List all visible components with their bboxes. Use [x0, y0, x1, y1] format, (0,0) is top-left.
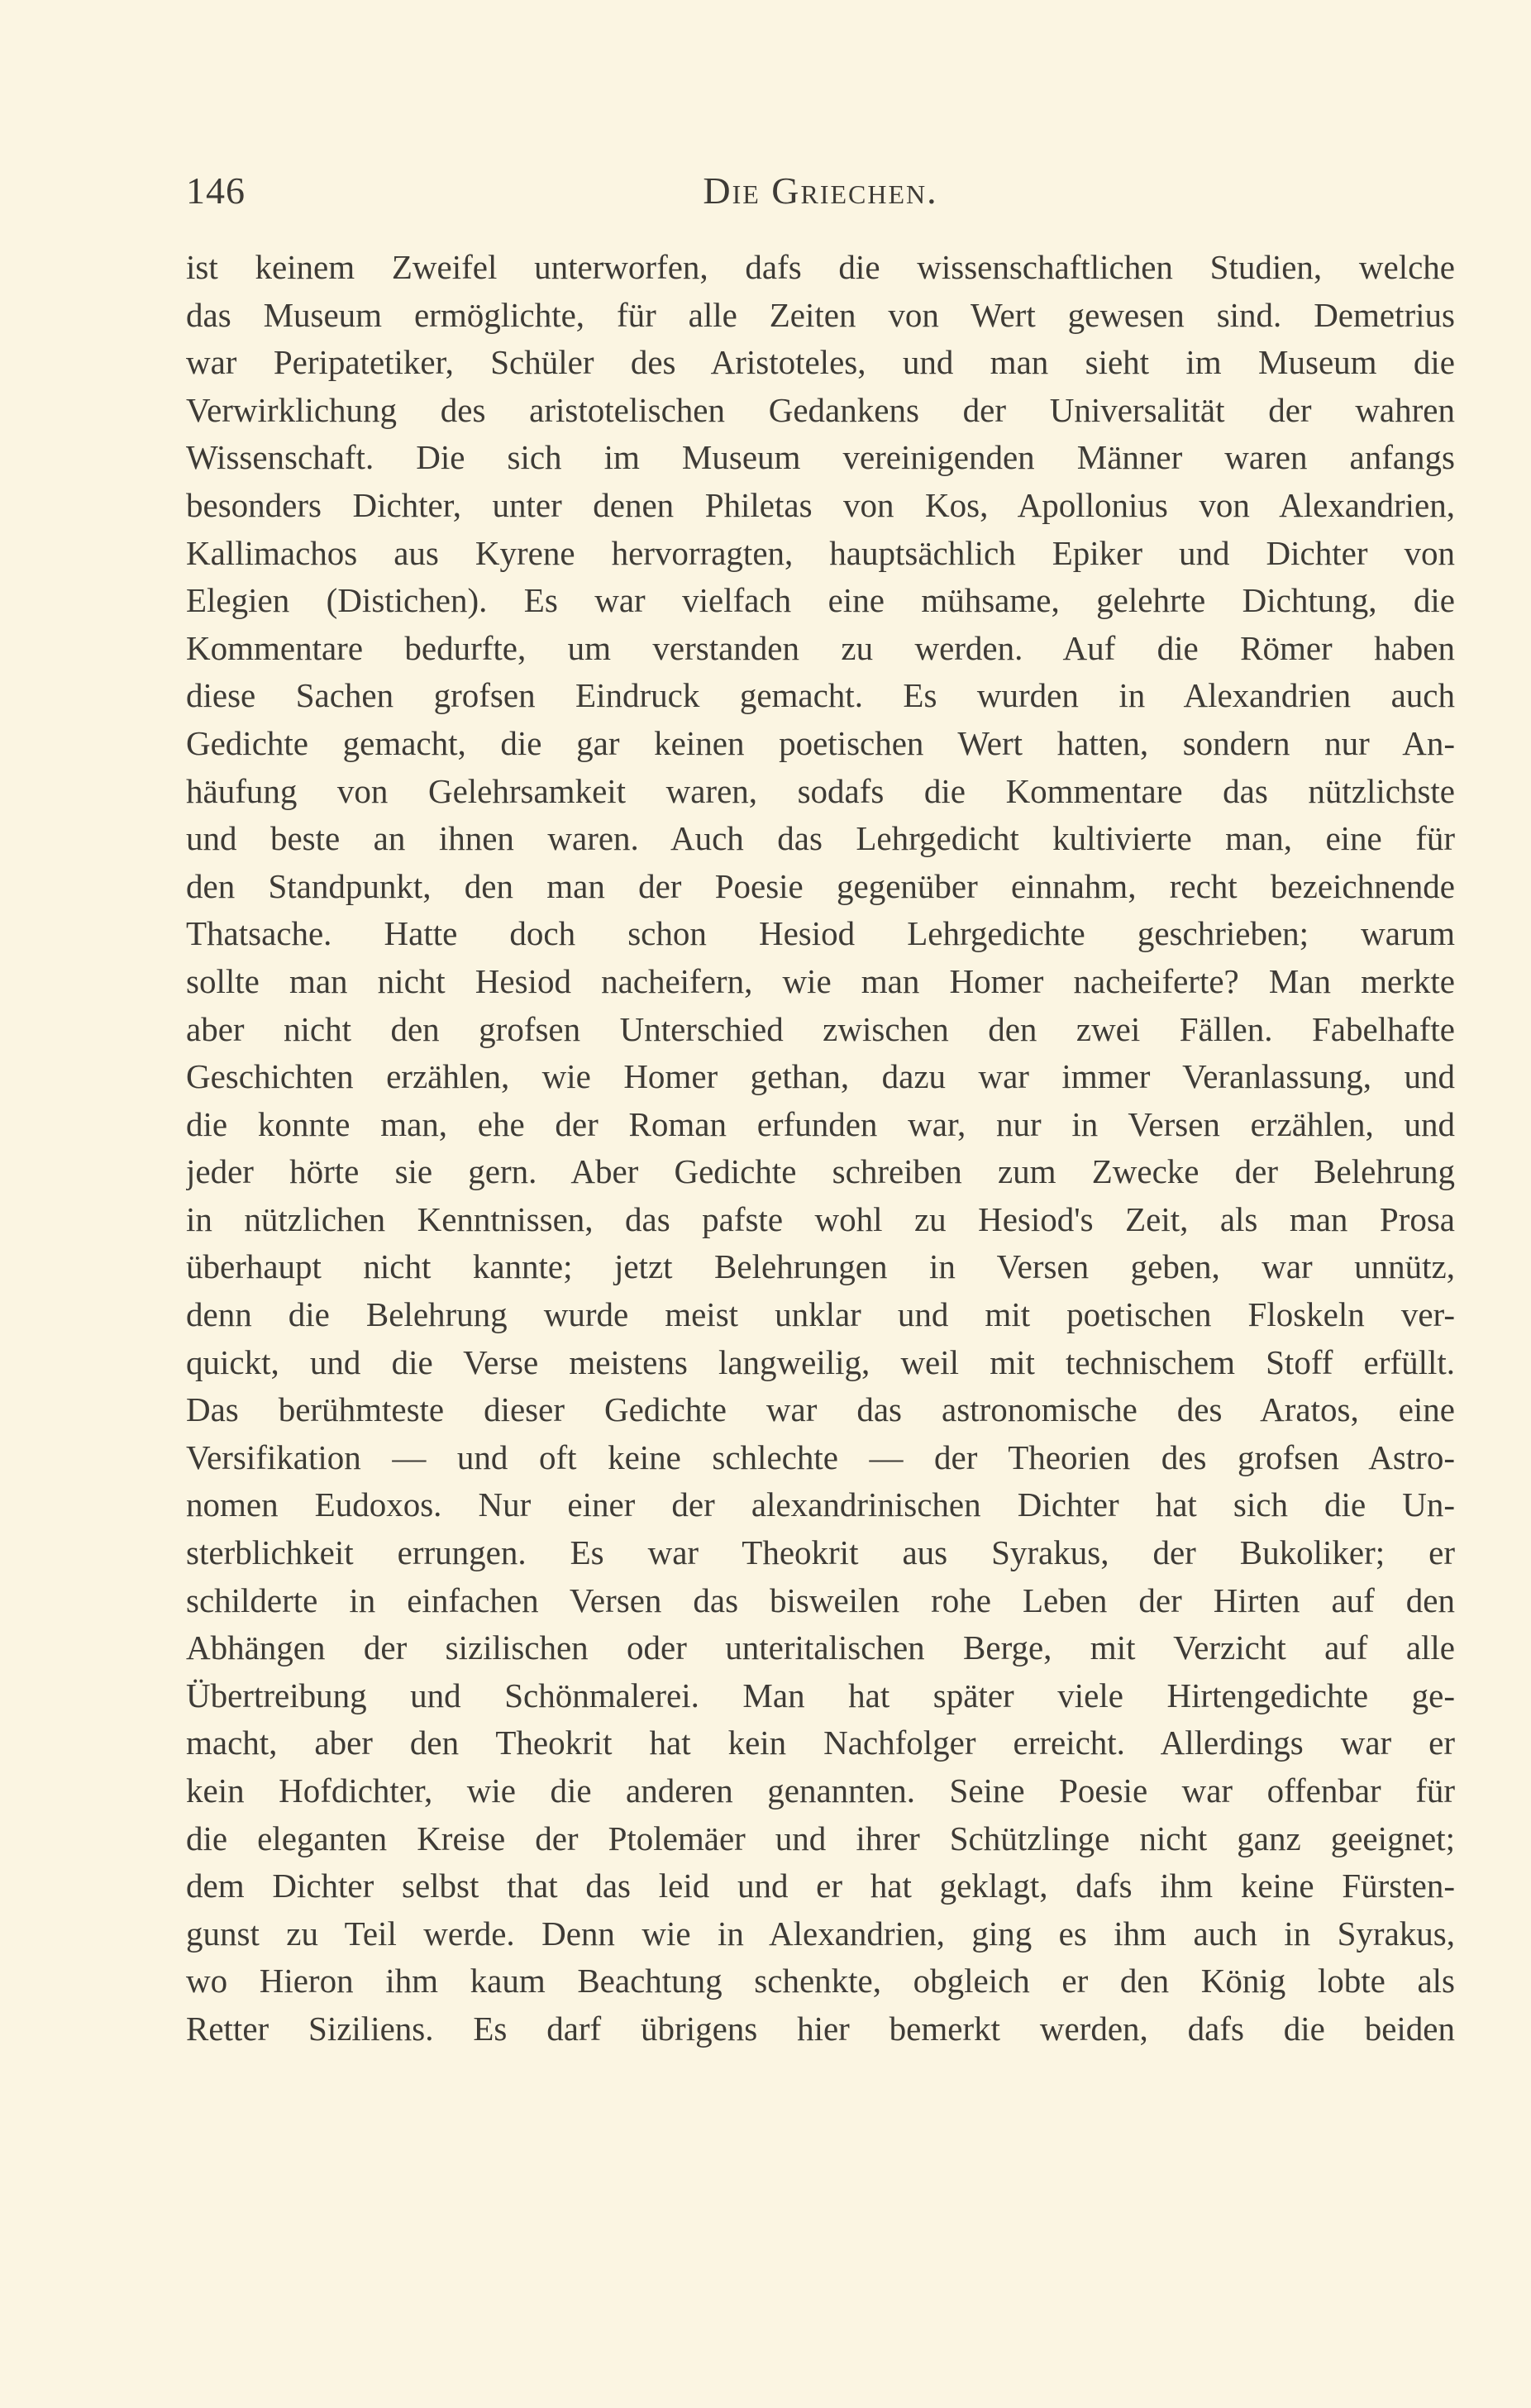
text-line: aber nicht den grofsen Unterschied zwischen den zwei Fällen. Fabelhafte: [186, 1009, 1455, 1048]
text-line: diese Sachen grofsen Eindruck gemacht. Es wurden in Alexandrien auch: [186, 676, 1455, 715]
text-line: in nützlichen Kenntnissen, das pafste wohl zu Hesiod's Zeit, als man Prosa: [186, 1199, 1455, 1238]
text-line: Retter Siziliens. Es darf übrigens hier bemerkt werden, dafs die beiden: [186, 2009, 1455, 2048]
text-line: sterblichkeit errungen. Es war Theokrit aus Syrakus, der Bukoliker; er: [186, 1533, 1455, 1572]
text-line: überhaupt nicht kannte; jetzt Belehrungen in Versen geben, war unnütz,: [186, 1247, 1455, 1286]
page-header: [186, 162, 1455, 220]
text-line: Übertreibung und Schönmalerei. Man hat später viele Hirtengedichte ge-: [186, 1676, 1455, 1714]
text-line: Gedichte gemacht, die gar keinen poetischen Wert hatten, sondern nur An-: [186, 723, 1455, 762]
text-line: nomen Eudoxos. Nur einer der alexandrinischen Dichter hat sich die Un-: [186, 1485, 1455, 1524]
text-line: jeder hörte sie gern. Aber Gedichte schreiben zum Zwecke der Belehrung: [186, 1152, 1455, 1191]
text-line: Elegien (Distichen). Es war vielfach eine mühsame, gelehrte Dichtung, die: [186, 581, 1455, 620]
text-line: denn die Belehrung wurde meist unklar und mit poetischen Floskeln ver-: [186, 1295, 1455, 1334]
text-line: Abhängen der sizilischen oder unteritalischen Berge, mit Verzicht auf alle: [186, 1628, 1455, 1667]
text-line: den Standpunkt, den man der Poesie gegenüber einnahm, recht bezeichnende: [186, 866, 1455, 905]
text-line: war Peripatetiker, Schüler des Aristoteles, und man sieht im Museum die: [186, 343, 1455, 382]
text-line: die eleganten Kreise der Ptolemäer und ihrer Schützlinge nicht ganz geeignet;: [186, 1819, 1455, 1857]
text-line: macht, aber den Theokrit hat kein Nachfolger erreicht. Allerdings war er: [186, 1724, 1455, 1762]
text-line: Thatsache. Hatte doch schon Hesiod Lehrgedichte geschrieben; warum: [186, 914, 1455, 953]
text-line: Wissenschaft. Die sich im Museum vereinigenden Männer waren anfangs: [186, 438, 1455, 477]
text-line: Das berühmteste dieser Gedichte war das astronomische des Aratos, eine: [186, 1390, 1455, 1429]
text-line: Kallimachos aus Kyrene hervorragten, hauptsächlich Epiker und Dichter von: [186, 533, 1455, 572]
text-line: Kommentare bedurfte, um verstanden zu werden. Auf die Römer haben: [186, 628, 1455, 667]
text-line: kein Hofdichter, wie die anderen genannten. Seine Poesie war offenbar für: [186, 1771, 1455, 1810]
text-line: besonders Dichter, unter denen Philetas von Kos, Apollonius von Alexandrien,: [186, 485, 1455, 524]
body-text: [186, 244, 1455, 2053]
text-line: Geschichten erzählen, wie Homer gethan, dazu war immer Veranlassung, und: [186, 1057, 1455, 1096]
text-line: sollte man nicht Hesiod nacheifern, wie man Homer nacheiferte? Man merkte: [186, 961, 1455, 1000]
text-line: die konnte man, ehe der Roman erfunden war, nur in Versen erzählen, und: [186, 1104, 1455, 1143]
text-line: Versifikation — und oft keine schlechte — der Theorien des grofsen Astro-: [186, 1438, 1455, 1476]
text-line: und beste an ihnen waren. Auch das Lehrgedicht kultivierte man, eine für: [186, 819, 1455, 858]
text-line: häufung von Gelehrsamkeit waren, sodafs die Kommentare das nützlichste: [186, 771, 1455, 810]
text-line: gunst zu Teil werde. Denn wie in Alexandrien, ging es ihm auch in Syrakus,: [186, 1914, 1455, 1953]
text-line: quickt, und die Verse meistens langweilig, weil mit technischem Stoff erfüllt.: [186, 1342, 1455, 1381]
page-number: 146: [186, 169, 246, 212]
text-line: dem Dichter selbst that das leid und er hat geklagt, dafs ihm keine Fürsten-: [186, 1867, 1455, 1905]
text-line: wo Hieron ihm kaum Beachtung schenkte, obgleich er den König lobte als: [186, 1962, 1455, 2000]
text-line: schilderte in einfachen Versen das bisweilen rohe Leben der Hirten auf den: [186, 1581, 1455, 1619]
text-line: Verwirklichung des aristotelischen Gedankens der Universalität der wahren: [186, 390, 1455, 429]
text-line: das Museum ermöglichte, für alle Zeiten von Wert gewesen sind. Demetrius: [186, 295, 1455, 334]
running-head: Die Griechen.: [703, 169, 938, 212]
text-line: ist keinem Zweifel unterworfen, dafs die wissenschaftlichen Studien, welche: [186, 248, 1455, 286]
